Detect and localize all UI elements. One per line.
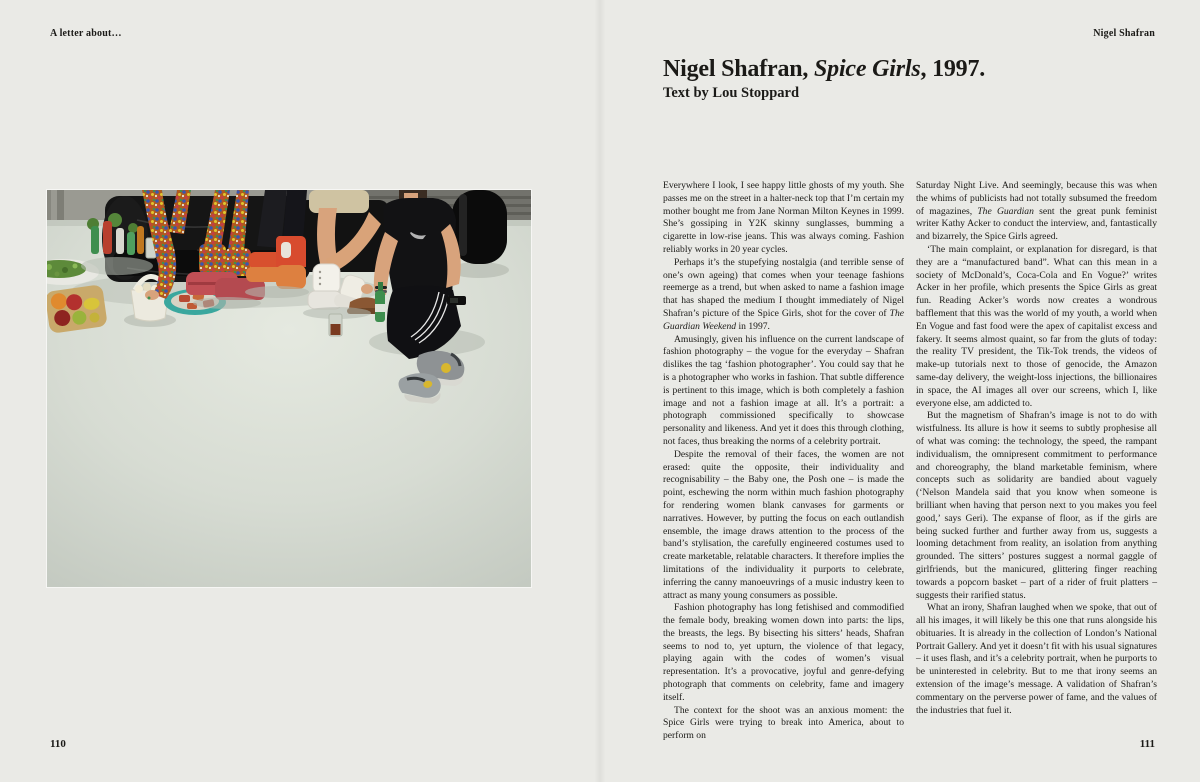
body-paragraph: [663, 602, 904, 704]
photo-illustration: [47, 190, 531, 587]
text-run: Everywhere I look, I see happy little ghosts of my youth. She passes me on the street in a halter-neck top that I’m certain my mother bought me from Jane Norman Milton Keynes in 1999. She’s gossiping in Y2K skinny sunglasses, bumming a cigarette in low-rise jeans. This was always coming. Fashion reliably works in 20 year cycles.: [663, 180, 904, 255]
body-paragraph: [916, 602, 1157, 717]
body-paragraph: [663, 449, 904, 603]
spice-girls-photograph: [47, 190, 531, 587]
text-run: The context for the shoot was an anxious moment: the Spice Girls were trying to break into America, about to perform on: [663, 704, 904, 742]
text-run: Perhaps it’s the stupefying nostalgia (and terrible sense of one’s own ageing) that comes when your teenage fashions reemerge as a trend, but when asked to name a fashion image that has shaped the medium I thought immediately of Nigel Shafran’s picture of the Spice Girls, shot for the cover of: [663, 256, 904, 319]
text-run: in 1997.: [736, 320, 770, 332]
article-title: [663, 56, 1163, 82]
italic-run: The Guardian: [977, 205, 1034, 217]
running-head-left: A letter about…: [50, 28, 122, 39]
italic-run: The Guardian Weekend: [663, 307, 904, 332]
text-run: , 1997.: [920, 56, 986, 82]
text-run: Saturday Night Live. And seemingly, because this was when the whims of publicists had not totally subsumed the freedom of magazines,: [916, 180, 1157, 217]
text-run: Nigel Shafran,: [663, 56, 815, 82]
body-paragraph: [916, 180, 1157, 244]
text-run: But the magnetism of Shafran’s image is not to do with wistfulness. Its allure is how it seems to subtly prophesise all of what was coming: the technology, the speed, the rampant individualism, the omnipresent commitment to performance and choreography, the bland marketable feminism, where concepts such as solidarity are bandied about vaguely (‘Nelson Mandela said that you know when someone is brilliant when having that person next to you makes you feel good,’ says Geri). The expanse of floor, as if the girls are being sucked further and further away from us, suggests a looming detachment from reality, an isolation from anything grounded. The sitters’ postures suggest a normal gaggle of girlfriends, but the manicured, glittering finger reaching towards a popcorn basket – part of a rider of fruit platters – suggests their rarified status.: [916, 410, 1157, 601]
text-column-1: [663, 180, 904, 743]
running-head-right: Nigel Shafran: [1093, 28, 1155, 39]
page-number-right: 111: [1139, 738, 1155, 750]
page-number-left: 110: [50, 738, 66, 750]
article-header: [663, 56, 1163, 102]
italic-run: Spice Girls: [814, 56, 921, 82]
fruit-platter: [47, 284, 108, 334]
text-run: ‘The main complaint, or explanation for disregard, is that they are a “manufactured band”. What can this mean in a society of McDonald’s, Coca-Cola and En Vogue?’ writes Acker in her profile, which presents the Spice Girls as great fun. Reading Acker’s words now creates a wondrous bafflement that this was the world of my youth, a world when En Vogue and fast food were the apex of capitalist excess and fakery. It seems almost quaint, so far from the gluts of today: the reality TV president, the Tik-Tok trends, the videos of make-up tutorials next to those of genocide, the Amazon same-day delivery, the weight-loss injections, the billionaires in space, the AI images all over our screens, which I, like everyone else, am addicted to.: [916, 243, 1157, 409]
text-run: Despite the removal of their faces, the women are not erased: quite the opposite, their individuality and recognisability – the Baby one, the Posh one – is made the point, eschewing the norm within much fashion photography for rendering women blank canvases for garments or narratives. However, by putting the focus on each outlandish ensemble, the image draws attention to the process of the band’s stylisation, the carefully engineered costumes used to create marketable, relatable characters. It therefore implies the limitations of the individuality it purports to celebrate, inferring the canny manoeuvrings of a music industry keen to attract as many young consumers as possible.: [663, 448, 904, 601]
text-run: Fashion photography has long fetishised and commodified the female body, breaking women down into parts: the lips, the breasts, the legs. By bisecting his sitters’ heads, Shafran seems to nod to, yet upturn, the violence of that legacy, playing again with the codes of women’s visual representation. It’s a provocative, joyful and genre-defying photograph that comments on celebrity, fame and imagery itself.: [663, 602, 904, 703]
body-paragraph: [916, 244, 1157, 410]
text-run: Amusingly, given his influence on the current landscape of fashion photography – the vogue for the everyday – Shafran dislikes the tag ‘fashion photographer’. You could say that he is a photographer who works in fashion. That subtle difference is pertinent to this image, which is both completely a fashion image and not a fashion image at all. It’s a portrait: a photograph commissioned specifically to showcase personality and likeness. And yet it does this through clothing, not faces, thus breaking the norms of a celebrity portrait.: [663, 333, 904, 447]
body-paragraph: [663, 334, 904, 449]
body-paragraph: [916, 410, 1157, 602]
article-byline: Text by Lou Stoppard: [663, 85, 800, 102]
body-paragraph: [663, 257, 904, 334]
text-run: sent the great punk feminist writer Kathy Acker to conduct the interview, and, fantastically and bizarrely, the Spice Girls agreed.: [916, 205, 1157, 243]
text-column-2: [916, 180, 1157, 743]
drink-glass: [329, 314, 342, 336]
punching-bag: [452, 190, 507, 264]
page-fold: [594, 0, 606, 782]
text-run: What an irony, Shafran laughed when we spoke, that out of all his images, it will likely be this one that runs alongside his obituaries. It is already in the collection of London’s National Portrait Gallery. And yet it doesn’t fit with his usual signatures – it uses flash, and it’s a celebrity portrait, when he purports to be uninterested in celebrity. But to me that irony seems an extension of the image’s message. A validation of Shafran’s commentary on the perverse power of fame, and the values of the industries that fuel it.: [916, 602, 1157, 716]
article-body: [663, 180, 1157, 743]
mobile-phone: [447, 296, 466, 305]
body-paragraph: [663, 705, 904, 743]
body-paragraph: [663, 180, 904, 257]
